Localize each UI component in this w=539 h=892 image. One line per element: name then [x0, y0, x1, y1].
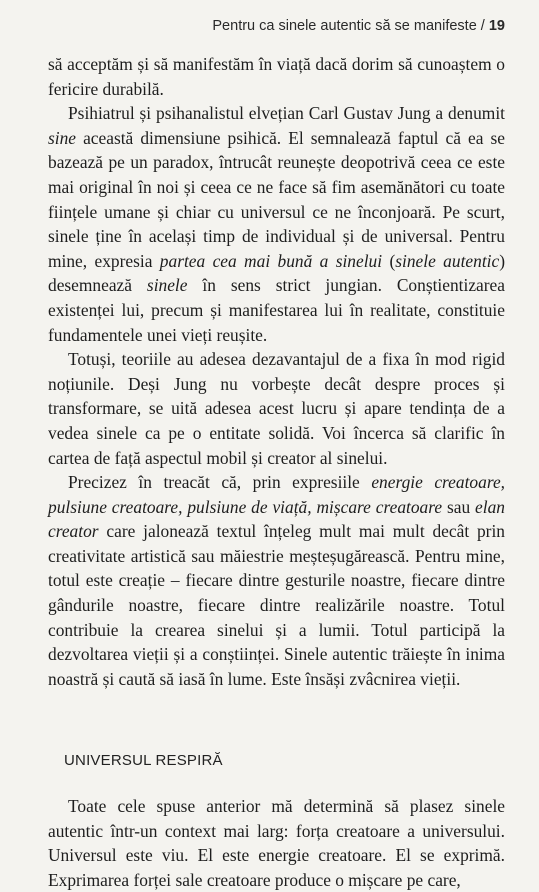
running-header — [212, 18, 505, 34]
text-run: ) desemnează — [48, 250, 505, 296]
text-run: sau — [442, 496, 476, 517]
text-run: Precizez în treacăt că, prin expresiile — [68, 472, 372, 493]
body-text — [48, 52, 505, 892]
italic-text-run: sine — [48, 127, 77, 148]
paragraph — [48, 52, 505, 101]
paragraph — [48, 101, 505, 347]
text-run: ( — [382, 250, 396, 271]
paragraph — [48, 470, 505, 691]
text-run: această dimensiune psihică. El semnalează faptul că ea se bazează pe un paradox, întrucât reunește deopotrivă ceea ce este mai original în noi și ceea ce ne face să fim asemănători cu toate ființele umane și chiar cu universul ce ne înconjoară. Pe scurt, sinele ține în același timp de individual și de universal. Pentru mine, expresia — [48, 127, 505, 271]
italic-text-run: elan creator — [48, 496, 505, 542]
italic-text-run: partea cea mai bună a sinelui — [159, 250, 383, 271]
section-heading: UNIVERSUL RESPIRĂ — [64, 752, 223, 770]
italic-text-run: sinele — [146, 275, 188, 296]
running-title: Pentru ca sinele autentic să se manifeste / — [212, 18, 485, 34]
text-run: Psihiatrul și psihanalistul elvețian Carl Gustav Jung a denumit — [68, 103, 505, 124]
text-run: să acceptăm și să manifestăm în viață dacă dorim să cunoaștem o fericire durabilă. — [48, 54, 505, 99]
paragraph — [48, 794, 505, 892]
italic-text-run: energie creatoare, pulsiune creatoare, pulsiune de viață, mișcare creatoare — [48, 472, 506, 517]
page-number: 19 — [488, 18, 505, 34]
text-run: în sens strict jungian. Conștientizarea existenței lui, precum și manifestarea lui în realitate, constituie fundamentele unei vieți reușite. — [48, 275, 505, 345]
section-paragraphs — [48, 794, 505, 892]
text-run: Toate cele spuse anterior mă determină să plasez sinele autentic într-un context mai larg: forța creatoare a universului. Universul este viu. El este energie creatoare. El se exprimă. Exprimarea forței sale creatoare produce o mișcare pe care, — [48, 796, 505, 890]
text-run: care jalonează textul înțeleg mult mai mult decât prin creativitate artistică sau măiestrie meșteșugărească. Pentru mine, totul este creație – fiecare dintre gesturile noastre, fiecare dintre gândurile noastre, fiecare dintre realizările noastre. Totul contribuie la crearea sinelui și a lumii. Totul participă la dezvoltarea vieții și a conștiinței. Sinele autentic trăiește în inima noastră și caută să iasă în lume. Este însăși zvâcnirea vieții. — [48, 521, 505, 689]
text-run: Totuși, teoriile au adesea dezavantajul de a fixa în mod rigid noțiunile. Deși Jung nu vorbește decât despre proces și transformare, se uită adesea acest lucru și apare tendința de a vedea sinele ca pe o entitate solidă. Voi încerca să clarific în cartea de față aspectul mobil și creator al sinelui. — [48, 349, 505, 468]
main-paragraphs — [48, 52, 505, 691]
italic-text-run: sinele autentic — [395, 250, 500, 271]
paragraph — [48, 347, 505, 470]
